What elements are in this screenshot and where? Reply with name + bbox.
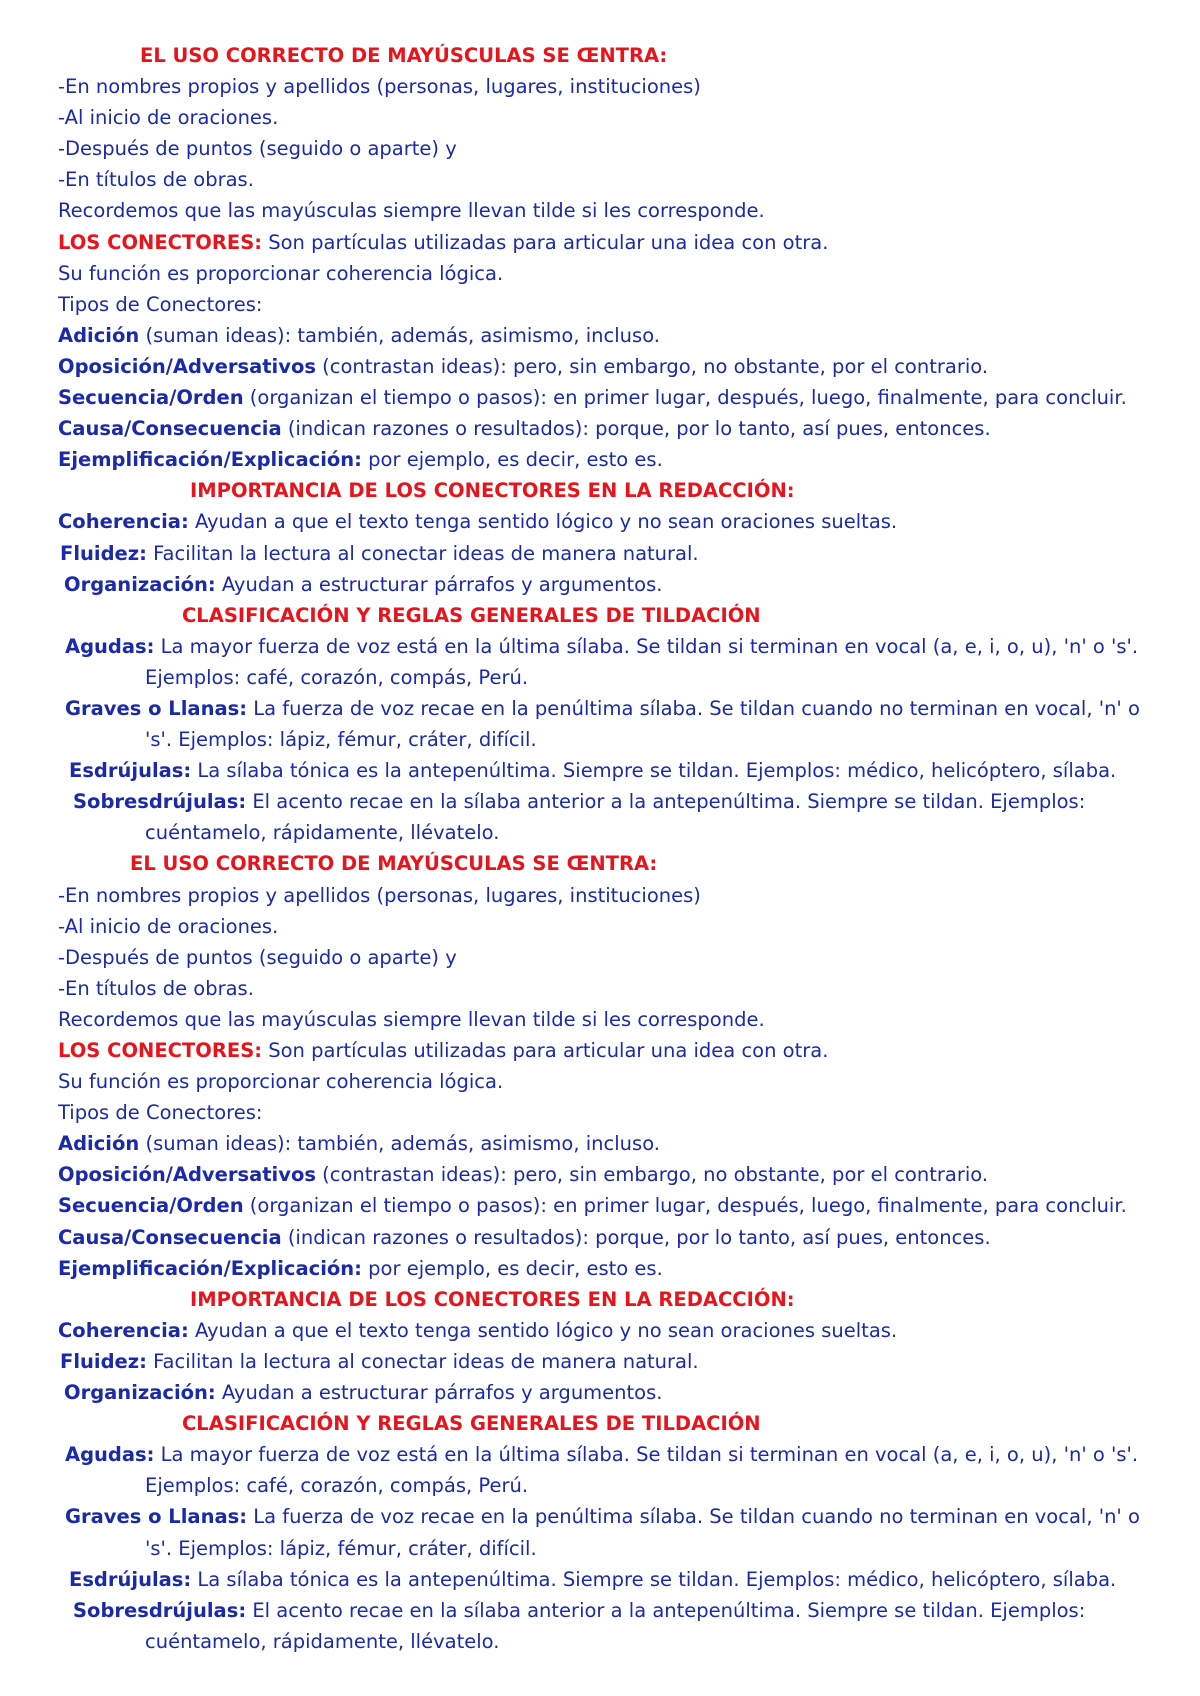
- importancia-text: Facilitan la lectura al conectar ideas de manera natural.: [146, 1349, 699, 1373]
- tildacion-item: [0, 786, 1165, 848]
- tipo-text: (organizan el tiempo o pasos): en primer lugar, después, luego, finalmente, para concluir.: [243, 1194, 1127, 1218]
- tipo-label: Oposición/Adversativos: [58, 1163, 316, 1187]
- tildacion-label: Agudas:: [65, 1443, 155, 1467]
- importancia-label: Coherencia:: [58, 510, 189, 534]
- tildacion-item: [0, 1439, 1165, 1501]
- tipo-text: (indican razones o resultados): porque, por lo tanto, así pues, entonces.: [281, 1225, 991, 1249]
- heading-mayusculas: EL USO CORRECTO DE MAYÚSCULAS SE ŒNTRA:: [140, 44, 668, 67]
- tildacion-text: La sílaba tónica es la antepenúltima. Siempre se tildan. Ejemplos: médico, helicóptero, sílaba.: [191, 759, 1117, 783]
- tipo-label: Ejemplificación/Explicación:: [58, 1256, 362, 1280]
- tildacion-label: Sobresdrújulas:: [73, 1598, 247, 1622]
- tipo-text: (contrastan ideas): pero, sin embargo, no obstante, por el contrario.: [315, 354, 989, 378]
- importancia-item: [0, 506, 1200, 537]
- tipo-item: [0, 1253, 1200, 1284]
- tipo-label: Causa/Consecuencia: [58, 417, 282, 441]
- importancia-item: [0, 569, 1200, 600]
- tildacion-text: La mayor fuerza de voz está en la última sílaba. Se tildan si terminan en vocal (a, e, i, o, u), 'n' o 's'. Ejemplos: café, corazón, compás, Perú.: [145, 634, 1139, 689]
- tildacion-item: [0, 755, 1165, 786]
- heading-tildacion: CLASIFICACIÓN Y REGLAS GENERALES DE TILDACIÓN: [182, 603, 761, 627]
- tipo-text: (organizan el tiempo o pasos): en primer lugar, después, luego, finalmente, para concluir.: [243, 386, 1127, 410]
- tipo-text: (suman ideas): también, además, asimismo, incluso.: [139, 323, 660, 347]
- importancia-label: Fluidez:: [60, 541, 147, 565]
- conectores-line: [0, 1035, 1200, 1066]
- mayusculas-item: -Al inicio de oraciones.: [58, 106, 279, 130]
- tipo-item: [0, 413, 1200, 444]
- importancia-label: Organización:: [64, 572, 216, 596]
- importancia-item: [0, 1315, 1200, 1346]
- tildacion-label: Graves o Llanas:: [65, 696, 248, 720]
- mayusculas-item: -En títulos de obras.: [58, 168, 254, 192]
- tildacion-item: [0, 1595, 1165, 1657]
- importancia-text: Ayudan a que el texto tenga sentido lógico y no sean oraciones sueltas.: [188, 1318, 898, 1342]
- recordemos-text: Recordemos que las mayúsculas siempre llevan tilde si les corresponde.: [58, 199, 765, 223]
- tildacion-item: [0, 1564, 1165, 1595]
- tildacion-text: La sílaba tónica es la antepenúltima. Siempre se tildan. Ejemplos: médico, helicóptero, sílaba.: [191, 1567, 1117, 1591]
- recordemos-text: Recordemos que las mayúsculas siempre llevan tilde si les corresponde.: [58, 1007, 765, 1031]
- tipo-label: Secuencia/Orden: [58, 1194, 244, 1218]
- tipo-item: [0, 1128, 1200, 1159]
- tildacion-text: La fuerza de voz recae en la penúltima sílaba. Se tildan cuando no terminan en vocal, 'n' o 's'. Ejemplos: lápiz, fémur, cráter, difícil.: [145, 1505, 1140, 1560]
- tipo-text: por ejemplo, es decir, esto es.: [361, 448, 663, 472]
- tipo-item: [0, 1222, 1200, 1253]
- tildacion-label: Graves o Llanas:: [65, 1505, 248, 1529]
- mayusculas-item: -Después de puntos (seguido o aparte) y: [58, 137, 457, 161]
- tildacion-item: [0, 1501, 1165, 1563]
- tildacion-item: [0, 631, 1165, 693]
- importancia-text: Ayudan a estructurar párrafos y argumentos.: [215, 572, 663, 596]
- tipo-text: (suman ideas): también, además, asimismo, incluso.: [139, 1132, 660, 1156]
- importancia-label: Coherencia:: [58, 1318, 189, 1342]
- tipo-text: por ejemplo, es decir, esto es.: [361, 1256, 663, 1280]
- importancia-label: Organización:: [64, 1381, 216, 1405]
- tildacion-text: La fuerza de voz recae en la penúltima sílaba. Se tildan cuando no terminan en vocal, 'n' o 's'. Ejemplos: lápiz, fémur, cráter, difícil.: [145, 696, 1140, 752]
- tipo-item: [0, 1159, 1200, 1190]
- conectores-label: LOS CONECTORES:: [58, 1039, 263, 1062]
- tipo-label: Ejemplificación/Explicación:: [58, 448, 362, 472]
- tildacion-item: [0, 693, 1165, 755]
- funcion-text: Su función es proporcionar coherencia lógica.: [58, 1070, 504, 1094]
- tipo-label: Adición: [58, 1132, 140, 1156]
- importancia-item: [0, 1377, 1200, 1408]
- tildacion-text: El acento recae en la sílaba anterior a la antepenúltima. Siempre se tildan. Ejemplos: cuéntamelo, rápidamente, llévatelo.: [145, 1598, 1086, 1653]
- tildacion-text: La mayor fuerza de voz está en la última sílaba. Se tildan si terminan en vocal (a, e, i, o, u), 'n' o 's'. Ejemplos: café, corazón, compás, Perú.: [145, 1443, 1139, 1498]
- conectores-text: Son partículas utilizadas para articular una idea con otra.: [262, 230, 829, 254]
- tildacion-label: Agudas:: [65, 634, 155, 658]
- tipos-heading: Tipos de Conectores:: [58, 292, 263, 316]
- tipo-text: (indican razones o resultados): porque, por lo tanto, así pues, entonces.: [281, 417, 991, 441]
- tipo-item: [0, 1190, 1200, 1221]
- tipo-item: [0, 351, 1200, 382]
- tildacion-label: Esdrújulas:: [69, 759, 192, 783]
- conectores-label: LOS CONECTORES:: [58, 230, 263, 254]
- tipo-item: [0, 382, 1200, 413]
- tipo-text: (contrastan ideas): pero, sin embargo, no obstante, por el contrario.: [315, 1163, 989, 1187]
- tildacion-text: El acento recae en la sílaba anterior a la antepenúltima. Siempre se tildan. Ejemplos: cuéntamelo, rápidamente, llévatelo.: [145, 790, 1086, 845]
- mayusculas-item: -En nombres propios y apellidos (personas, lugares, instituciones): [58, 883, 701, 907]
- section-2: [0, 848, 1200, 1656]
- conectores-text: Son partículas utilizadas para articular una idea con otra.: [262, 1039, 829, 1062]
- importancia-text: Facilitan la lectura al conectar ideas de manera natural.: [146, 541, 699, 565]
- mayusculas-item: -Después de puntos (seguido o aparte) y: [58, 945, 457, 969]
- tipos-heading: Tipos de Conectores:: [58, 1101, 263, 1125]
- tipo-label: Secuencia/Orden: [58, 386, 244, 410]
- heading-tildacion: CLASIFICACIÓN Y REGLAS GENERALES DE TILDACIÓN: [182, 1412, 761, 1436]
- funcion-text: Su función es proporcionar coherencia lógica.: [58, 261, 504, 285]
- importancia-text: Ayudan a estructurar párrafos y argumentos.: [215, 1381, 663, 1405]
- tipo-item: [0, 444, 1200, 475]
- tipo-label: Causa/Consecuencia: [58, 1225, 282, 1249]
- importancia-item: [0, 1346, 1200, 1377]
- conectores-line: [0, 227, 1200, 258]
- section-1: [0, 40, 1200, 848]
- tipo-item: [0, 320, 1200, 351]
- tildacion-label: Sobresdrújulas:: [73, 790, 247, 814]
- heading-importancia: IMPORTANCIA DE LOS CONECTORES EN LA REDACCIÓN:: [190, 479, 795, 503]
- importancia-item: [0, 538, 1200, 569]
- mayusculas-item: -En nombres propios y apellidos (personas, lugares, instituciones): [58, 75, 701, 99]
- tipo-label: Adición: [58, 323, 140, 347]
- importancia-text: Ayudan a que el texto tenga sentido lógico y no sean oraciones sueltas.: [188, 510, 898, 534]
- tildacion-label: Esdrújulas:: [69, 1567, 192, 1591]
- tipo-label: Oposición/Adversativos: [58, 354, 316, 378]
- mayusculas-item: -Al inicio de oraciones.: [58, 914, 279, 938]
- heading-importancia: IMPORTANCIA DE LOS CONECTORES EN LA REDACCIÓN:: [190, 1287, 795, 1311]
- heading-mayusculas: EL USO CORRECTO DE MAYÚSCULAS SE ŒNTRA:: [130, 852, 658, 876]
- importancia-label: Fluidez:: [60, 1349, 147, 1373]
- mayusculas-item: -En títulos de obras.: [58, 976, 254, 1000]
